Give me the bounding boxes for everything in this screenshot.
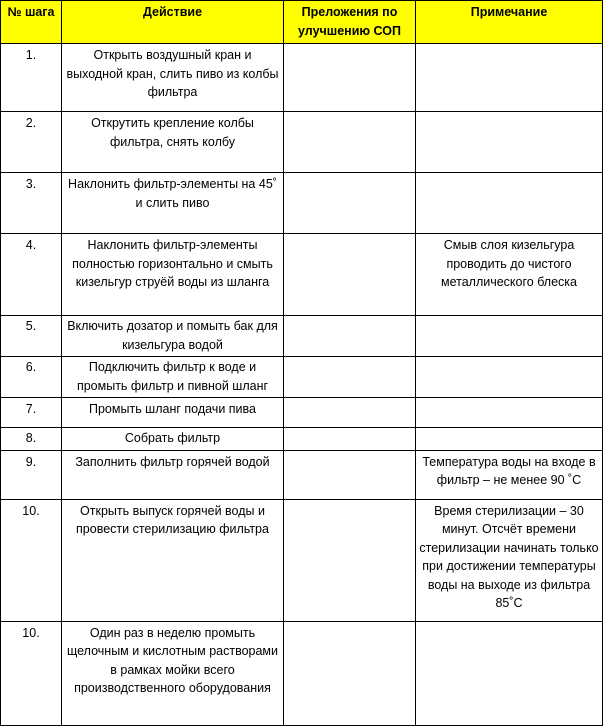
proposals-cell bbox=[284, 450, 416, 499]
action-cell: Открыть выпуск горячей воды и провести стерилизацию фильтра bbox=[62, 499, 284, 621]
note-cell bbox=[416, 428, 603, 451]
note-cell: Смыв слоя кизельгура проводить до чистого металлического блеска bbox=[416, 234, 603, 316]
proposals-cell bbox=[284, 173, 416, 234]
action-cell: Заполнить фильтр горячей водой bbox=[62, 450, 284, 499]
proposals-cell bbox=[284, 234, 416, 316]
step-number: 5. bbox=[1, 316, 62, 357]
proposals-cell bbox=[284, 112, 416, 173]
step-number: 4. bbox=[1, 234, 62, 316]
action-cell: Наклонить фильтр-элементы полностью горизонтально и смыть кизельгур струёй воды из шланга bbox=[62, 234, 284, 316]
action-cell: Открыть воздушный кран и выходной кран, слить пиво из колбы фильтра bbox=[62, 44, 284, 112]
step-number: 8. bbox=[1, 428, 62, 451]
header-proposals: Преложения по улучшению СОП bbox=[284, 1, 416, 44]
proposals-cell bbox=[284, 398, 416, 428]
action-cell: Один раз в неделю промыть щелочным и кислотным растворами в рамках мойки всего производственного оборудования bbox=[62, 621, 284, 725]
note-cell bbox=[416, 316, 603, 357]
proposals-cell bbox=[284, 316, 416, 357]
step-number: 3. bbox=[1, 173, 62, 234]
note-cell bbox=[416, 357, 603, 398]
step-number: 10. bbox=[1, 621, 62, 725]
action-cell: Собрать фильтр bbox=[62, 428, 284, 451]
proposals-cell bbox=[284, 621, 416, 725]
table-row bbox=[1, 357, 603, 398]
table-row bbox=[1, 450, 603, 499]
note-cell bbox=[416, 398, 603, 428]
proposals-cell bbox=[284, 44, 416, 112]
step-number: 6. bbox=[1, 357, 62, 398]
proposals-cell bbox=[284, 357, 416, 398]
action-cell: Наклонить фильтр-элементы на 45˚ и слить пиво bbox=[62, 173, 284, 234]
table-row bbox=[1, 173, 603, 234]
header-action: Действие bbox=[62, 1, 284, 44]
table-row bbox=[1, 234, 603, 316]
table-row bbox=[1, 398, 603, 428]
step-number: 7. bbox=[1, 398, 62, 428]
proposals-cell bbox=[284, 428, 416, 451]
action-cell: Промыть шланг подачи пива bbox=[62, 398, 284, 428]
table-row bbox=[1, 428, 603, 451]
note-cell bbox=[416, 44, 603, 112]
header-step: № шага bbox=[1, 1, 62, 44]
note-cell bbox=[416, 112, 603, 173]
step-number: 10. bbox=[1, 499, 62, 621]
table-row bbox=[1, 112, 603, 173]
action-cell: Включить дозатор и помыть бак для кизельгура водой bbox=[62, 316, 284, 357]
table-row bbox=[1, 621, 603, 725]
table-row bbox=[1, 316, 603, 357]
note-cell: Время стерилизации – 30 минут. Отсчёт времени стерилизации начинать только при достижении температуры воды на выходе из фильтра 85˚С bbox=[416, 499, 603, 621]
note-cell bbox=[416, 173, 603, 234]
step-number: 1. bbox=[1, 44, 62, 112]
header-row bbox=[1, 1, 603, 44]
note-cell bbox=[416, 621, 603, 725]
table-row bbox=[1, 499, 603, 621]
table-row bbox=[1, 44, 603, 112]
step-number: 2. bbox=[1, 112, 62, 173]
step-number: 9. bbox=[1, 450, 62, 499]
action-cell: Подключить фильтр к воде и промыть фильтр и пивной шланг bbox=[62, 357, 284, 398]
note-cell: Температура воды на входе в фильтр – не менее 90 ˚С bbox=[416, 450, 603, 499]
action-cell: Открутить крепление колбы фильтра, снять колбу bbox=[62, 112, 284, 173]
header-note: Примечание bbox=[416, 1, 603, 44]
proposals-cell bbox=[284, 499, 416, 621]
